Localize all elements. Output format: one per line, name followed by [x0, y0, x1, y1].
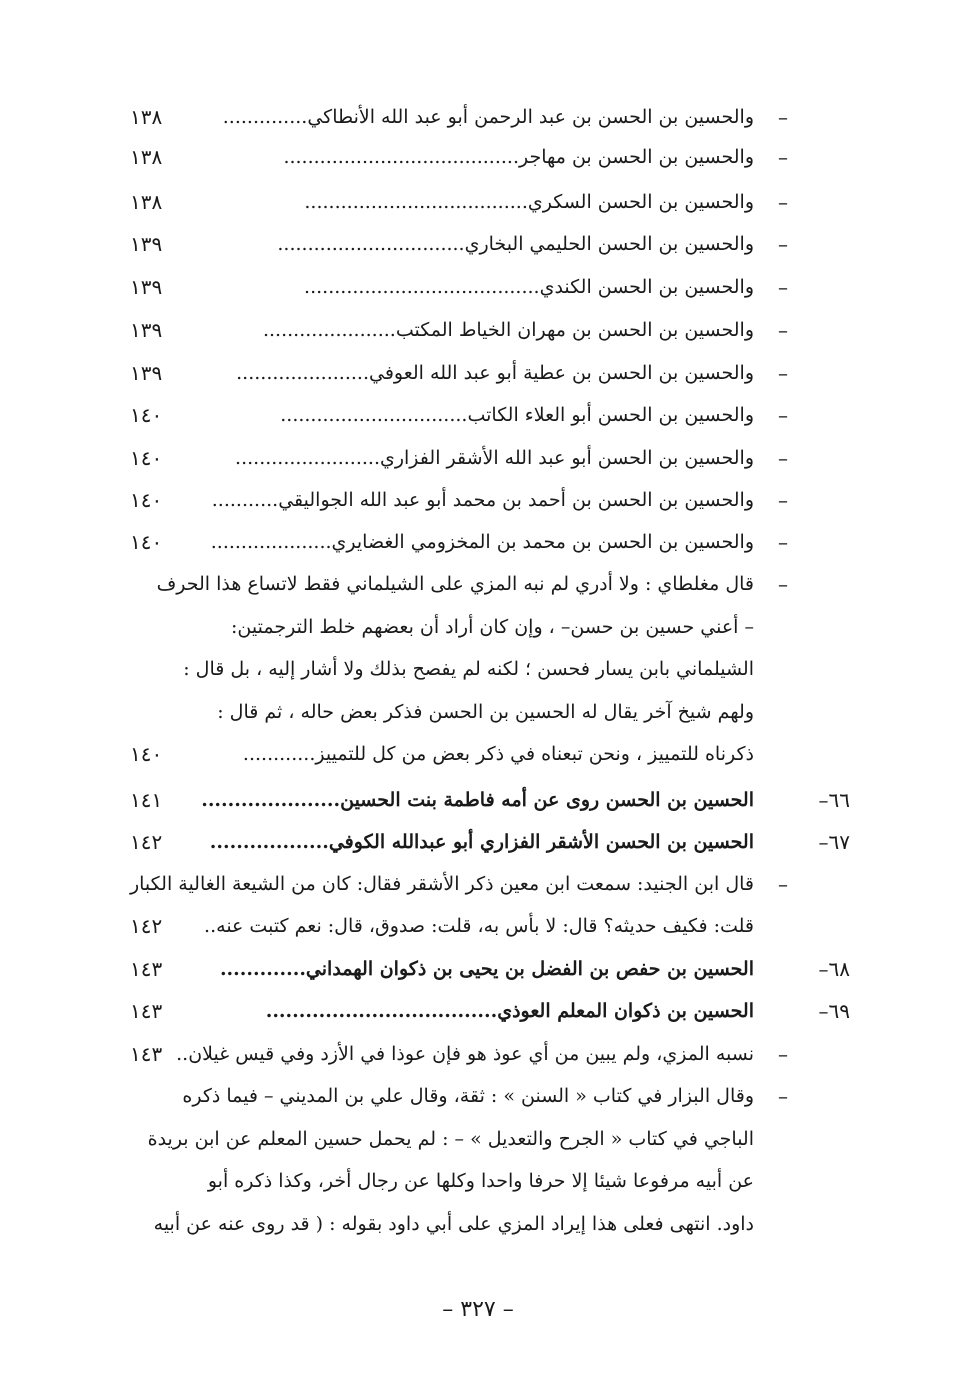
entry-text: والحسين بن الحسن بن مهاجر....................................... [283, 146, 754, 168]
entry-text: والحسين بن الحسن السكري..................................... [304, 191, 754, 213]
page-number-footer: – ٣٢٧ – [442, 1297, 514, 1322]
entry-text: قال مغلطاي : ولا أدري لم نبه المزي على الشيلماني فقط لاتساع هذا الحرف [156, 573, 754, 595]
page-reference: ١٤٣ [130, 999, 163, 1023]
page-reference: ١٤٠ [130, 403, 163, 427]
entry-dash: – [778, 1084, 788, 1108]
index-row [130, 352, 850, 394]
page-reference: ١٤٠ [130, 446, 163, 470]
entry-text: نسبه المزي، ولم يبين من أي عوذ هو فإن عوذا في الأزد وفي قيس غيلان.. [176, 1043, 754, 1065]
entry-dash: – [778, 105, 788, 129]
entry-number: ٦٨– [818, 957, 850, 981]
entry-dash: – [778, 190, 788, 214]
index-row [130, 394, 850, 436]
entry-text: والحسين بن الحسن أبو العلاء الكاتب............................... [280, 404, 754, 426]
index-row [130, 863, 850, 905]
page-reference: ١٤٠ [130, 488, 163, 512]
entry-dash: – [778, 403, 788, 427]
index-row [130, 136, 850, 178]
entry-dash: – [778, 488, 788, 512]
entry-text: ذكرناه للتمييز ، ونحن تبعناه في ذكر بعض من كل للتمييز............ [242, 743, 754, 765]
page-reference: ١٤٣ [130, 957, 163, 981]
index-row [130, 309, 850, 351]
entry-text: الشيلماني بابن يسار فحسن ؛ لكنه لم يفصح بذلك ولا أشار إليه ، بل قال : [183, 658, 754, 680]
page-reference: ١٤٢ [130, 914, 163, 938]
entry-text: وقال البزار في كتاب « السنن » : ثقة، وقال علي بن المديني – فيما ذكره [182, 1085, 754, 1107]
entry-text: والحسين بن الحسن أبو عبد الله الأشقر الفزاري........................ [235, 447, 754, 469]
entry-dash: – [778, 275, 788, 299]
index-row [130, 1033, 850, 1075]
entry-text: قلت: فكيف حديثه؟ قال: لا بأس به، قلت: صدوق، قال: نعم كتبت عنه.. [204, 915, 754, 937]
entry-text: الباجي في كتاب « الجرح والتعديل » – : لم يحمل حسين المعلم عن ابن بريدة [147, 1128, 754, 1150]
index-row [130, 733, 850, 775]
index-row [130, 905, 850, 947]
entry-text: والحسين بن الحسن بن أحمد بن محمد أبو عبد الله الجواليقي........... [211, 489, 754, 511]
entry-number: ٦٦– [818, 788, 850, 812]
page-reference: ١٤٢ [130, 830, 163, 854]
entry-text: – أعني حسين بن حسن– ، وإن كان أراد أن بعضهم خلط الترجمتين: [231, 616, 754, 638]
index-row [130, 648, 850, 690]
index-row [130, 1203, 850, 1245]
index-row [130, 948, 850, 990]
index-row [130, 181, 850, 223]
entry-dash: – [778, 318, 788, 342]
entry-heading: الحسين بن الحسن الأشقر الفزاري أبو عبدالله الكوفي.................. [209, 831, 754, 853]
index-row [130, 479, 850, 521]
index-row [130, 606, 850, 648]
entry-text: والحسين بن الحسن بن محمد بن المخزومي الغضايري.................... [210, 531, 754, 553]
entry-text: والحسين بن الحسن بن مهران الخياط المكتب...................... [262, 319, 754, 341]
entry-text: والحسين بن الحسن بن عطية أبو عبد الله العوفي...................... [236, 362, 754, 384]
index-row [130, 990, 850, 1032]
page-reference: ١٣٨ [130, 145, 163, 169]
page-reference: ١٣٩ [130, 232, 163, 256]
entry-text: قال ابن الجنيد: سمعت ابن معين ذكر الأشقر فقال: كان من الشيعة الغالية الكبار [129, 873, 754, 895]
entry-text: والحسين بن الحسن بن عبد الرحمن أبو عبد الله الأنطاكي.............. [222, 106, 754, 128]
page-reference: ١٣٩ [130, 318, 163, 342]
page-reference: ١٤٣ [130, 1042, 163, 1066]
entry-dash: – [778, 872, 788, 896]
index-row [130, 691, 850, 733]
entry-text: عن أبيه مرفوعا شيئا إلا حرفا واحدا وكلها عن رجال أخر، وكذا ذكره أبو [207, 1170, 754, 1192]
index-row [130, 1075, 850, 1117]
page-reference: ١٤٠ [130, 742, 163, 766]
entry-number: ٦٩– [818, 999, 850, 1023]
index-row [130, 779, 850, 821]
entry-dash: – [778, 572, 788, 596]
entry-heading: الحسين بن حفص بن الفضل بن يحيى بن ذكوان الهمداني............. [219, 958, 754, 980]
entry-dash: – [778, 145, 788, 169]
index-row [130, 563, 850, 605]
entry-dash: – [778, 232, 788, 256]
index-row [130, 1118, 850, 1160]
entry-heading: الحسين بن ذكوان المعلم العوذي................................... [265, 1000, 754, 1022]
entry-dash: – [778, 530, 788, 554]
entry-text: والحسين بن الحسن الكندي....................................... [304, 276, 754, 298]
entry-text: داود. انتهى فعلى هذا إيراد المزي على أبي داود بقوله : ( قد روى عنه عن أبيه [153, 1213, 754, 1235]
entry-dash: – [778, 1042, 788, 1066]
index-row [130, 223, 850, 265]
page-reference: ١٣٩ [130, 275, 163, 299]
index-row [130, 1160, 850, 1202]
entry-dash: – [778, 446, 788, 470]
index-row [130, 96, 850, 138]
index-row [130, 266, 850, 308]
entry-text: ولهم شيخ آخر يقال له الحسين بن الحسن فذكر بعض حاله ، ثم قال : [217, 701, 754, 723]
page-reference: ١٣٩ [130, 361, 163, 385]
index-row [130, 521, 850, 563]
page-reference: ١٣٨ [130, 190, 163, 214]
page-reference: ١٤١ [130, 788, 163, 812]
index-row [130, 437, 850, 479]
entry-text: والحسين بن الحسن الحليمي البخاري............................... [277, 233, 754, 255]
entry-heading: الحسين بن الحسن روى عن أمه فاطمة بنت الحسين..................... [201, 789, 754, 811]
entry-dash: – [778, 361, 788, 385]
page-reference: ١٤٠ [130, 530, 163, 554]
index-row [130, 821, 850, 863]
entry-number: ٦٧– [818, 830, 850, 854]
page-reference: ١٣٨ [130, 105, 163, 129]
